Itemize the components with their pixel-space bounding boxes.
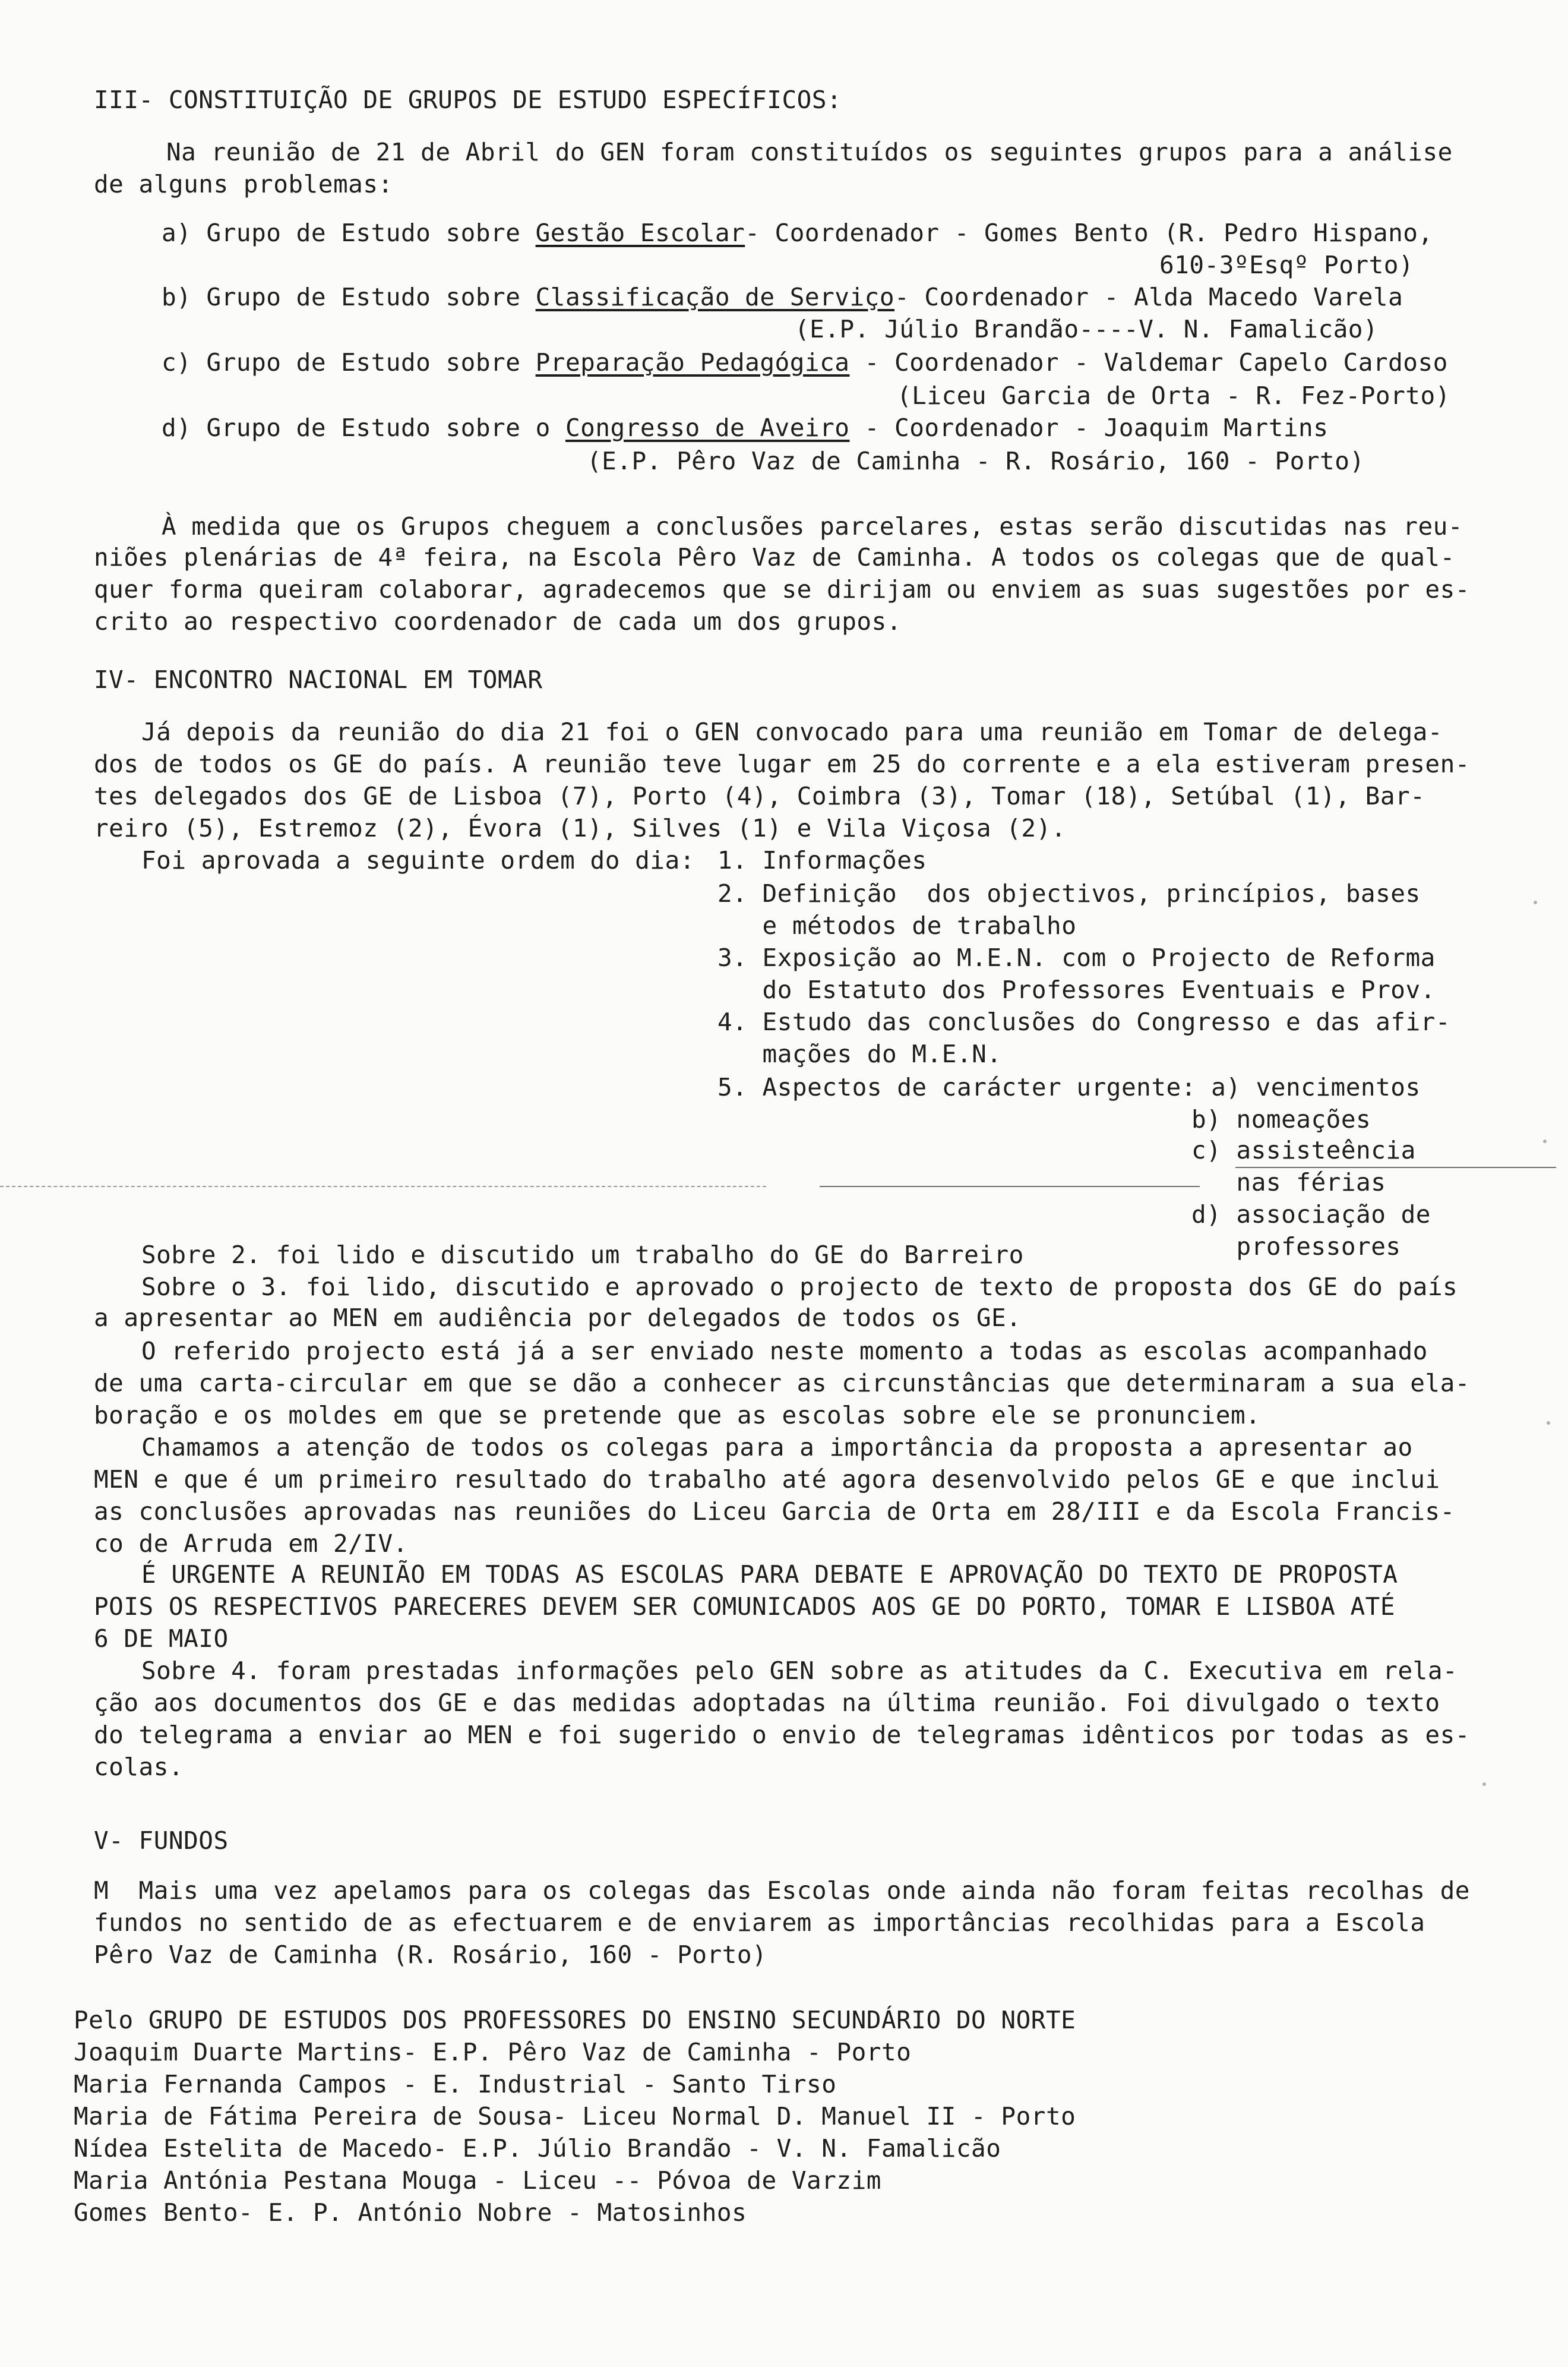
signatory: Maria de Fátima Pereira de Sousa- Liceu Normal D. Manuel II - Porto bbox=[74, 2102, 1076, 2131]
paragraph-line: Pêro Vaz de Caminha (R. Rosário, 160 - Porto) bbox=[94, 1940, 767, 1969]
paragraph-line: a apresentar ao MEN em audiência por delegados de todos os GE. bbox=[94, 1304, 1022, 1332]
group-c bbox=[162, 348, 1448, 377]
agenda-item: do Estatuto dos Professores Eventuais e Prov. bbox=[717, 976, 1436, 1004]
group-d bbox=[162, 416, 1328, 440]
group-label: d) Grupo de Estudo sobre o bbox=[162, 414, 565, 442]
paragraph-line: de uma carta-circular em que se dão a conhecer as circunstâncias que determinaram a sua ela- bbox=[94, 1369, 1470, 1397]
agenda-item: 5. Aspectos de carácter urgente: a) vencimentos bbox=[717, 1073, 1421, 1102]
paragraph-line: as conclusões aprovadas nas reuniões do Liceu Garcia de Orta em 28/III e da Escola Francis- bbox=[94, 1497, 1455, 1526]
urgent-item: nas férias bbox=[1191, 1168, 1386, 1197]
paragraph-line: Sobre 4. foram prestadas informações pelo GEN sobre as atitudes da C. Executiva em rela- bbox=[141, 1656, 1458, 1685]
paragraph-line: À medida que os Grupos cheguem a conclusões parcelares, estas serão discutidas nas reu- bbox=[162, 512, 1463, 541]
urgent-item: b) nomeações bbox=[1191, 1105, 1371, 1134]
urgent-item: professores bbox=[1191, 1232, 1401, 1261]
urgent-item: d) associação de bbox=[1191, 1200, 1431, 1229]
group-label: c) Grupo de Estudo sobre bbox=[162, 348, 536, 377]
paragraph-line: O referido projecto está já a ser enviado neste momento a todas as escolas acompanhado bbox=[141, 1337, 1428, 1365]
scan-speck bbox=[1547, 1421, 1550, 1425]
group-topic: Classificação de Serviço bbox=[535, 283, 895, 311]
paragraph-line: niões plenárias de 4ª feira, na Escola Pêro Vaz de Caminha. A todos os colegas que de qual- bbox=[94, 543, 1455, 572]
group-coordinator: - Coordenador - Gomes Bento (R. Pedro Hispano, bbox=[745, 219, 1433, 247]
paragraph-line: dos de todos os GE do país. A reunião teve lugar em 25 do corrente e a ela estiveram presen- bbox=[94, 750, 1470, 778]
paragraph-line: fundos no sentido de as efectuarem e de enviarem as importâncias recolhidas para a Escola bbox=[94, 1908, 1425, 1937]
group-coordinator: - Coordenador - Joaquim Martins bbox=[849, 414, 1329, 442]
agenda-item: 1. Informações bbox=[717, 846, 927, 875]
paragraph-line: ção aos documentos dos GE e das medidas adoptadas na última reunião. Foi divulgado o texto bbox=[94, 1689, 1440, 1717]
group-label: a) Grupo de Estudo sobre bbox=[162, 219, 536, 247]
group-coordinator: - Coordenador - Alda Macedo Varela bbox=[894, 283, 1403, 311]
paragraph-line: do telegrama a enviar ao MEN e foi sugerido o envio de telegramas idênticos por todas as es- bbox=[94, 1721, 1470, 1749]
paragraph-line: boração e os moldes em que se pretende que as escolas sobre ele se pronunciem. bbox=[94, 1401, 1261, 1429]
group-b bbox=[162, 285, 1403, 310]
group-coordinator: - Coordenador - Valdemar Capelo Cardoso bbox=[849, 348, 1448, 377]
paragraph-line: Na reunião de 21 de Abril do GEN foram constituídos os seguintes grupos para a análise bbox=[166, 138, 1453, 166]
paragraph-line: Sobre o 3. foi lido, discutido e aprovado o projecto de texto de proposta dos GE do país bbox=[141, 1273, 1458, 1301]
group-label: b) Grupo de Estudo sobre bbox=[162, 283, 536, 311]
agenda-item: 2. Definição dos objectivos, princípios, bases bbox=[717, 879, 1421, 908]
paragraph-line: reiro (5), Estremoz (2), Évora (1), Silves (1) e Vila Viçosa (2). bbox=[94, 814, 1066, 842]
urgent-notice-line: 6 DE MAIO bbox=[94, 1624, 229, 1653]
section-4-heading: IV- ENCONTRO NACIONAL EM TOMAR bbox=[94, 665, 543, 694]
section-5-heading: V- FUNDOS bbox=[94, 1826, 229, 1855]
agenda-item: e métodos de trabalho bbox=[717, 911, 1077, 940]
scan-fold-line bbox=[820, 1186, 1200, 1187]
signatory: Maria Fernanda Campos - E. Industrial - Santo Tirso bbox=[74, 2070, 837, 2098]
paragraph-line: MEN e que é um primeiro resultado do trabalho até agora desenvolvido pelos GE e que inclui bbox=[94, 1465, 1440, 1494]
paragraph-line: Já depois da reunião do dia 21 foi o GEN convocado para uma reunião em Tomar de delega- bbox=[141, 718, 1443, 746]
signatory: Nídea Estelita de Macedo- E.P. Júlio Brandão - V. N. Famalicão bbox=[74, 2134, 1001, 2163]
section-3-heading: III- CONSTITUIÇÃO DE GRUPOS DE ESTUDO ESPECÍFICOS: bbox=[94, 86, 842, 114]
group-address: (E.P. Júlio Brandão----V. N. Famalicão) bbox=[795, 315, 1379, 343]
paragraph-line: crito ao respectivo coordenador de cada um dos grupos. bbox=[94, 607, 902, 636]
paragraph-line: de alguns problemas: bbox=[94, 170, 393, 198]
urgent-notice-line: É URGENTE A REUNIÃO EM TODAS AS ESCOLAS PARA DEBATE E APROVAÇÃO DO TEXTO DE PROPOSTA bbox=[141, 1560, 1398, 1589]
urgent-notice-line: POIS OS RESPECTIVOS PARECERES DEVEM SER COMUNICADOS AOS GE DO PORTO, TOMAR E LISBOA ATÉ bbox=[94, 1592, 1396, 1621]
paragraph-line: tes delegados dos GE de Lisboa (7), Porto (4), Coimbra (3), Tomar (18), Setúbal (1), Bar- bbox=[94, 782, 1425, 810]
agenda-item: mações do M.E.N. bbox=[717, 1040, 1002, 1068]
signatory: Gomes Bento- E. P. António Nobre - Matosinhos bbox=[74, 2198, 747, 2227]
paragraph-line: Chamamos a atenção de todos os colegas para a importância da proposta a apresentar ao bbox=[141, 1433, 1413, 1462]
paragraph-line: Sobre 2. foi lido e discutido um trabalho do GE do Barreiro bbox=[141, 1241, 1024, 1269]
scan-speck bbox=[1543, 1140, 1547, 1143]
group-topic: Gestão Escolar bbox=[535, 219, 745, 247]
scan-speck bbox=[1482, 1782, 1486, 1786]
group-address: 610-3ºEsqº Porto) bbox=[1159, 251, 1414, 279]
paragraph-line: M Mais uma vez apelamos para os colegas das Escolas onde ainda não foram feitas recolhas de bbox=[94, 1876, 1470, 1905]
scan-fold-line bbox=[1235, 1167, 1556, 1168]
signatory: Joaquim Duarte Martins- E.P. Pêro Vaz de Caminha - Porto bbox=[74, 2038, 912, 2066]
scan-fold-line bbox=[0, 1186, 766, 1187]
group-topic: Congresso de Aveiro bbox=[565, 414, 850, 442]
agenda-item: 3. Exposição ao M.E.N. com o Projecto de Reforma bbox=[717, 943, 1436, 972]
paragraph-line: colas. bbox=[94, 1753, 184, 1781]
group-a bbox=[162, 221, 1433, 245]
paragraph-line: quer forma queiram colaborar, agradecemos que se dirijam ou enviem as suas sugestões por es- bbox=[94, 575, 1470, 604]
group-address: (E.P. Pêro Vaz de Caminha - R. Rosário, 160 - Porto) bbox=[587, 447, 1365, 475]
paragraph-line: co de Arruda em 2/IV. bbox=[94, 1529, 408, 1558]
group-address: (Liceu Garcia de Orta - R. Fez-Porto) bbox=[897, 381, 1450, 410]
urgent-item: c) assisteência bbox=[1191, 1136, 1416, 1164]
agenda-item: 4. Estudo das conclusões do Congresso e das afir- bbox=[717, 1008, 1451, 1036]
signatory: Maria Antónia Pestana Mouga - Liceu -- Póvoa de Varzim bbox=[74, 2166, 881, 2195]
agenda-lead: Foi aprovada a seguinte ordem do dia: bbox=[141, 846, 695, 875]
group-topic: Preparação Pedagógica bbox=[535, 348, 850, 377]
signature-lead: Pelo GRUPO DE ESTUDOS DOS PROFESSORES DO ENSINO SECUNDÁRIO DO NORTE bbox=[74, 2006, 1076, 2034]
scan-speck bbox=[1534, 901, 1537, 904]
